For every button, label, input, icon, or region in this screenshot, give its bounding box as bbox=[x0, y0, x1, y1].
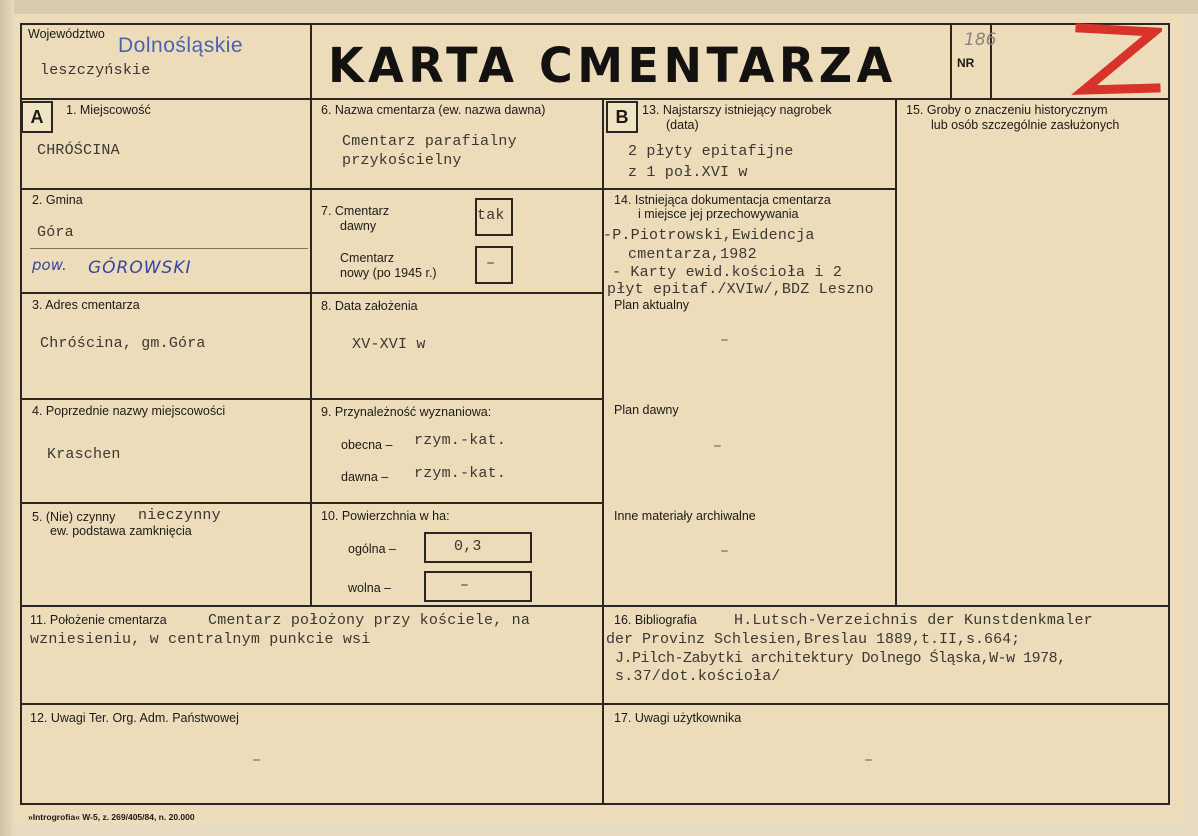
field-4-value: Kraschen bbox=[47, 446, 121, 463]
rule-row-12 bbox=[20, 703, 1170, 705]
field-14-value-4: płyt epitaf./XVIw/,BDZ Leszno bbox=[607, 281, 874, 298]
field-11-label: 11. Położenie cmentarza bbox=[30, 613, 167, 627]
rule-left bbox=[20, 23, 22, 805]
rule-a-4 bbox=[20, 502, 312, 504]
field-9-label: 9. Przynależność wyznaniowa: bbox=[321, 405, 492, 419]
inne-label: Inne materiały archiwalne bbox=[614, 509, 756, 523]
field-1-value: CHRÓŚCINA bbox=[37, 142, 120, 159]
field-9-dawna-label: dawna – bbox=[341, 470, 389, 484]
field-2-hand-value: GÓROWSKI bbox=[88, 258, 192, 278]
field-11-value-2: wzniesieniu, w centralnym punkcie wsi bbox=[30, 631, 371, 648]
rule-a-3 bbox=[20, 398, 312, 400]
field-10-wolna-box bbox=[424, 571, 532, 602]
field-16-value-3: J.Pilch-Zabytki architektury Dolnego Śląska,W-w 1978, bbox=[615, 650, 1066, 667]
rule-top bbox=[20, 23, 1170, 25]
red-z-mark bbox=[1070, 18, 1162, 102]
field-2-value: Góra bbox=[37, 224, 74, 241]
field-17-label: 17. Uwagi użytkownika bbox=[614, 711, 742, 725]
paper-left-edge bbox=[0, 0, 14, 836]
field-3-label: 3. Adres cmentarza bbox=[32, 298, 140, 312]
rule-a-1 bbox=[20, 188, 312, 190]
plan-aktualny-value: – bbox=[720, 332, 730, 349]
nr-label: NR bbox=[957, 56, 975, 70]
rule-col-b bbox=[602, 98, 604, 805]
inne-value: – bbox=[720, 543, 730, 560]
plan-dawny-value: – bbox=[713, 438, 723, 455]
field-7-label-dawny-1: 7. Cmentarz bbox=[321, 204, 390, 218]
field-15-label-2: lub osób szczególnie zasłużonych bbox=[931, 118, 1120, 132]
field-13-label-2: (data) bbox=[666, 118, 699, 132]
field-9-dawna-value: rzym.-kat. bbox=[414, 465, 507, 482]
field-2-label: 2. Gmina bbox=[32, 193, 83, 207]
field-14-label-2: i miejsce jej przechowywania bbox=[638, 207, 799, 221]
field-13-value-2: z 1 poł.XVI w bbox=[628, 164, 748, 181]
wojewodztwo-value: leszczyńskie bbox=[40, 62, 151, 79]
field-7-label-nowy-2: nowy (po 1945 r.) bbox=[340, 266, 437, 280]
field-5-label-1: 5. (Nie) czynny bbox=[32, 510, 116, 524]
rule-row-11 bbox=[20, 605, 1170, 607]
field-8-value: XV-XVI w bbox=[352, 336, 426, 353]
rule-bottom bbox=[20, 803, 1170, 805]
field-11-value-1: Cmentarz położony przy kościele, na bbox=[208, 612, 531, 629]
field-10-ogolna-label: ogólna – bbox=[348, 542, 396, 556]
rule-c-1 bbox=[602, 188, 897, 190]
field-16-label: 16. Bibliografia bbox=[614, 613, 697, 627]
field-14-value-1: -P.Piotrowski,Ewidencja bbox=[603, 227, 815, 244]
field-16-value-1: H.Lutsch-Verzeichnis der Kunstdenkmaler bbox=[734, 612, 1093, 629]
field-13-value-1: 2 płyty epitafijne bbox=[628, 143, 794, 160]
paper-top-edge bbox=[0, 0, 1198, 14]
field-15-label-1: 15. Groby o znaczeniu historycznym bbox=[906, 103, 1108, 117]
field-7-dawny-value: tak bbox=[477, 207, 505, 224]
rule-b-2 bbox=[310, 292, 604, 294]
field-4-label: 4. Poprzednie nazwy miejscowości bbox=[32, 404, 226, 418]
rule-b-4 bbox=[310, 502, 604, 504]
rule-header-bottom bbox=[20, 98, 1170, 100]
field-2-hand-prefix: pow. bbox=[32, 256, 67, 274]
rule-b-3 bbox=[310, 398, 604, 400]
field-16-value-2: der Provinz Schlesien,Breslau 1889,t.II,s.664; bbox=[606, 631, 1021, 648]
field-9-obecna-label: obecna – bbox=[341, 438, 393, 452]
nr-value: 186 bbox=[964, 30, 997, 50]
field-10-wolna-value: – bbox=[460, 577, 470, 594]
field-7-label-nowy-1: Cmentarz bbox=[340, 251, 395, 265]
field-12-value: – bbox=[252, 752, 262, 769]
section-a-badge: A bbox=[21, 101, 53, 133]
print-footer: »Introgrofia« W-5, z. 269/405/84, n. 20.000 bbox=[28, 812, 195, 822]
rule-col-a bbox=[310, 98, 312, 606]
field-14-value-2: cmentarza,1982 bbox=[628, 246, 757, 263]
wojewodztwo-label: Województwo bbox=[28, 27, 105, 41]
field-12-label: 12. Uwagi Ter. Org. Adm. Państwowej bbox=[30, 711, 239, 725]
rule-b-1 bbox=[310, 188, 604, 190]
rule-col-c bbox=[895, 98, 897, 606]
field-7-nowy-value: – bbox=[486, 255, 496, 272]
field-1-label: 1. Miejscowość bbox=[66, 103, 151, 117]
field-5-value: nieczynny bbox=[138, 507, 221, 524]
field-14-label-1: 14. Istniejąca dokumentacja cmentarza bbox=[614, 193, 831, 207]
rule-header-2 bbox=[950, 23, 952, 100]
field-9-obecna-value: rzym.-kat. bbox=[414, 432, 507, 449]
field-13-label-1: 13. Najstarszy istniejący nagrobek bbox=[642, 103, 832, 117]
field-5-label-2: ew. podstawa zamknięcia bbox=[50, 524, 192, 538]
field-10-ogolna-value: 0,3 bbox=[454, 538, 482, 555]
plan-dawny-label: Plan dawny bbox=[614, 403, 679, 417]
field-6-label: 6. Nazwa cmentarza (ew. nazwa dawna) bbox=[321, 103, 546, 117]
field-8-label: 8. Data założenia bbox=[321, 299, 418, 313]
section-b-badge: B bbox=[606, 101, 638, 133]
rule-header-1 bbox=[310, 23, 312, 100]
plan-aktualny-label: Plan aktualny bbox=[614, 298, 690, 312]
card-title: KARTA CMENTARZA bbox=[328, 36, 897, 94]
rule-a-2 bbox=[20, 292, 312, 294]
field-7-label-dawny-2: dawny bbox=[340, 219, 377, 233]
field-3-value: Chróścina, gm.Góra bbox=[40, 335, 206, 352]
field-2-divider bbox=[30, 248, 308, 249]
wojewodztwo-stamp: Dolnośląskie bbox=[118, 34, 244, 57]
field-6-value-1: Cmentarz parafialny bbox=[342, 133, 517, 150]
field-17-value: – bbox=[864, 752, 874, 769]
field-6-value-2: przykościelny bbox=[342, 152, 462, 169]
field-14-value-3: - Karty ewid.kościoła i 2 bbox=[612, 264, 843, 281]
field-10-label: 10. Powierzchnia w ha: bbox=[321, 509, 450, 523]
rule-right bbox=[1168, 23, 1170, 805]
field-16-value-4: s.37/dot.kościoła/ bbox=[615, 668, 781, 685]
field-10-wolna-label: wolna – bbox=[348, 581, 392, 595]
